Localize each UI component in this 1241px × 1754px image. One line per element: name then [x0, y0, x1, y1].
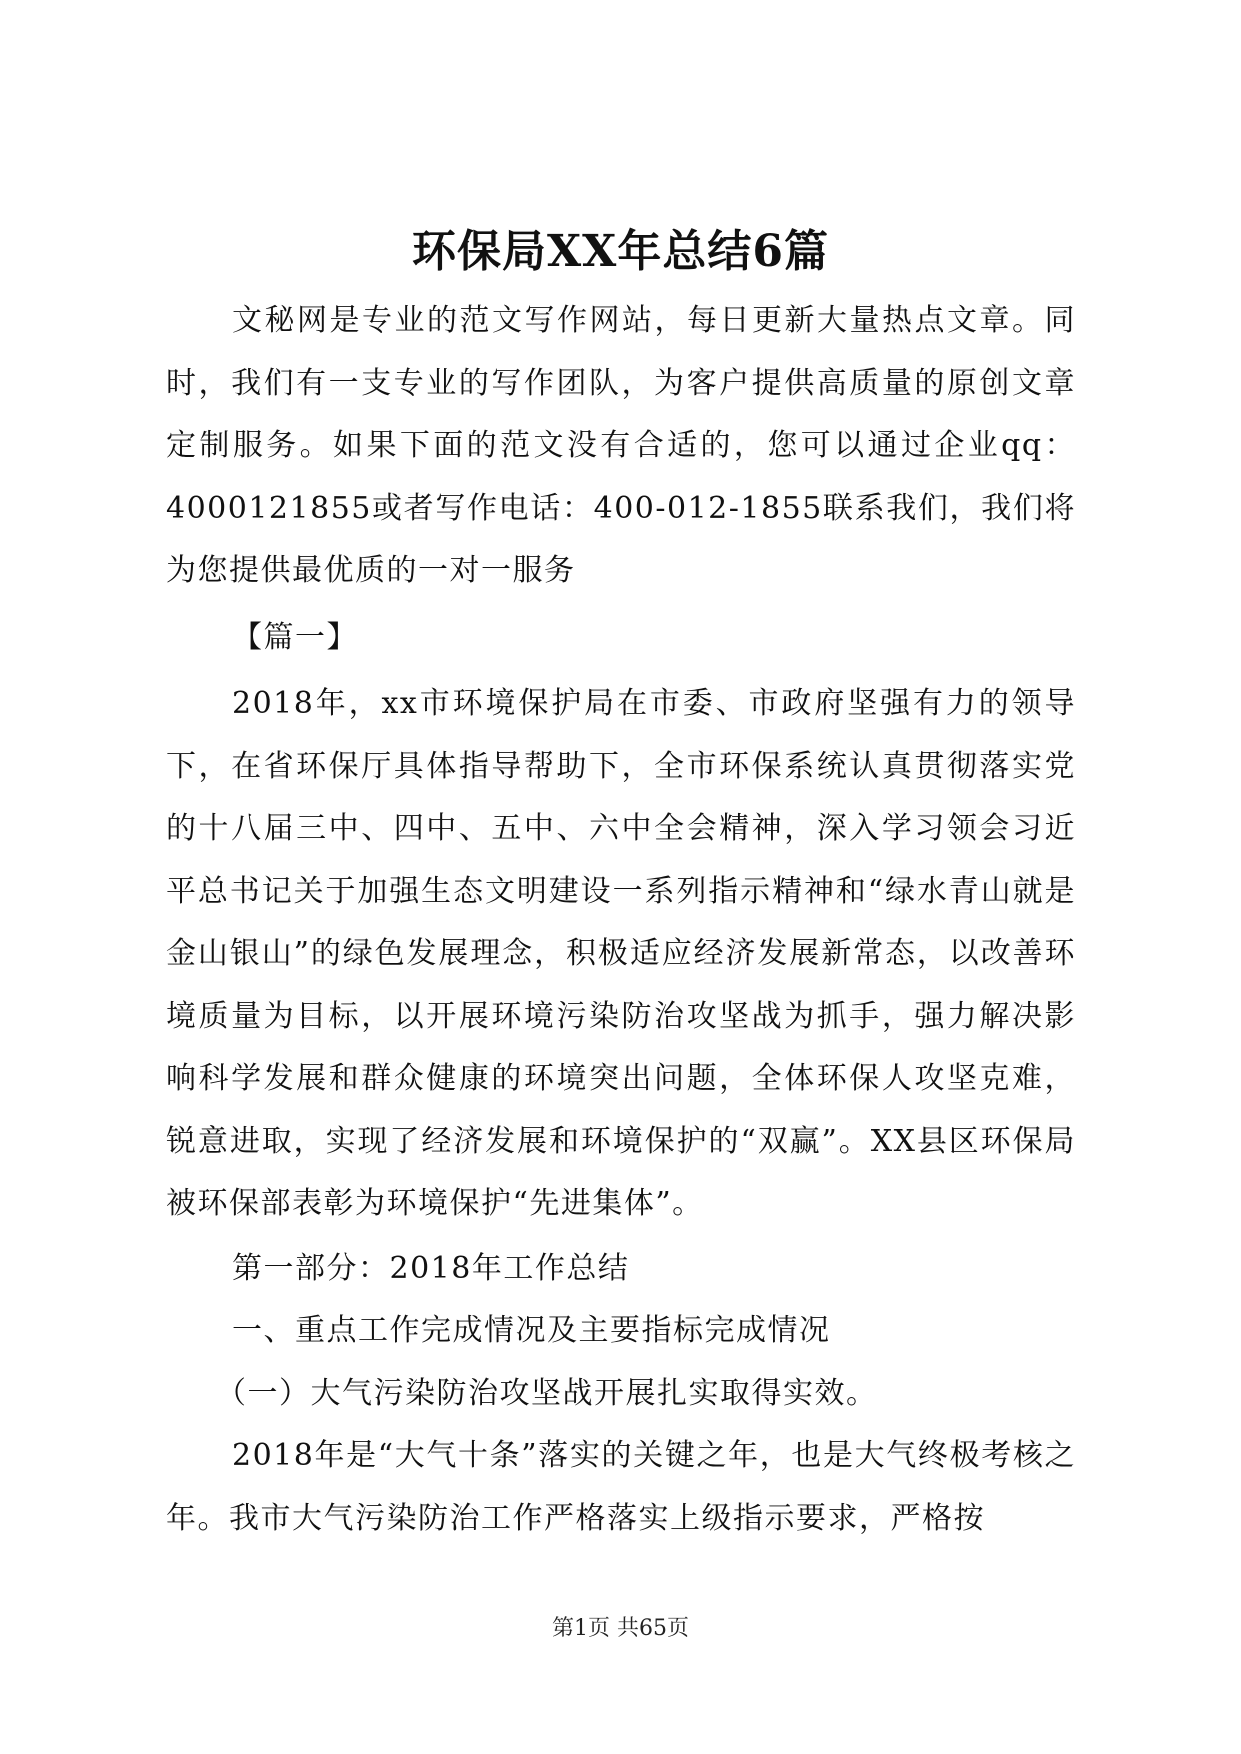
body-paragraph: 2018年是“大气十条”落实的关键之年，也是大气终极考核之年。我市大气污染防治工作严格落实上级指示要求，严格按	[166, 1438, 1076, 1536]
page-number-footer: 第1页 共65页	[552, 1616, 689, 1641]
document-body	[166, 290, 1076, 1550]
section-heading-part-one: 【篇一】	[232, 619, 358, 655]
subsection-heading: 一、重点工作完成情况及主要指标完成情况	[232, 1313, 831, 1348]
intro-paragraph: 文秘网是专业的范文写作网站，每日更新大量热点文章。同时，我们有一支专业的写作团队，为客户提供高质量的原创文章定制服务。如果下面的范文没有合适的，您可以通过企业qq：4000121855或者写作电话：400-012-1855联系我们，我们将为您提供最优质的一对一服务	[166, 303, 1076, 588]
document-title: 环保局XX年总结6篇	[412, 226, 829, 277]
subsection-heading: 第一部分：2018年工作总结	[232, 1250, 630, 1286]
body-paragraph: 2018年，xx市环境保护局在市委、市政府坚强有力的领导下，在省环保厅具体指导帮助下，全市环保系统认真贯彻落实党的十八届三中、四中、五中、六中全会精神，深入学习领会习近平总书记关于加强生态文明建设一系列指示精神和“绿水青山就是金山银山”的绿色发展理念，积极适应经济发展新常态，以改善环境质量为目标，以开展环境污染防治攻坚战为抓手，强力解决影响科学发展和群众健康的环境突出问题，全体环保人攻坚克难，锐意进取，实现了经济发展和环境保护的“双赢”。XX县区环保局被环保部表彰为环境保护“先进集体”。	[166, 686, 1076, 1221]
subsection-heading: （一）大气污染防治攻坚战开展扎实取得实效。	[216, 1375, 878, 1411]
